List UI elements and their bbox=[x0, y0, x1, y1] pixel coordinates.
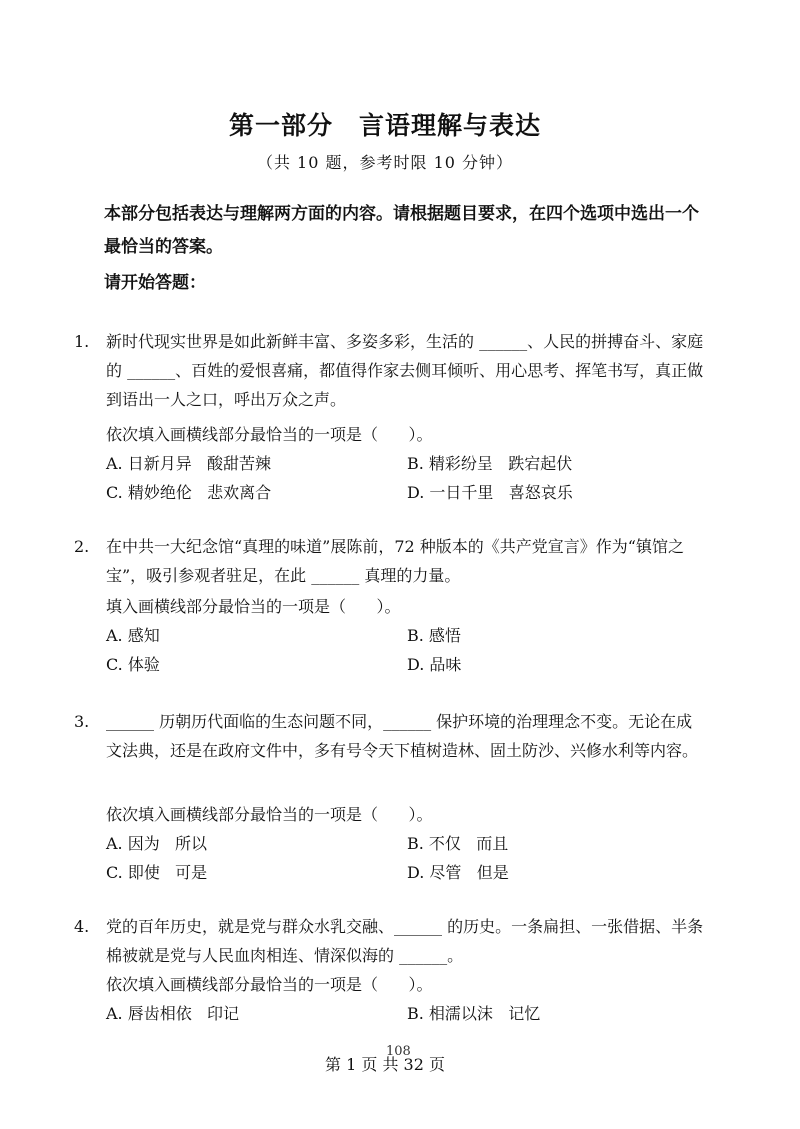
section-name: 言语理解与表达 bbox=[359, 111, 542, 140]
option-b: B. 不仅 而且 bbox=[407, 834, 509, 853]
option-b: B. 感悟 bbox=[407, 626, 461, 645]
question-prompt: 依次填入画横线部分最恰当的一项是（ ）。 bbox=[106, 425, 433, 444]
option-a: A. 日新月异 酸甜苦辣 bbox=[106, 454, 271, 473]
section-title bbox=[0, 106, 770, 142]
option-c: C. 即使 可是 bbox=[106, 863, 208, 882]
option-d: D. 品味 bbox=[407, 655, 462, 674]
overlay-number: 108 bbox=[386, 1044, 411, 1059]
option-c: C. 精妙绝伦 悲欢离合 bbox=[106, 483, 272, 502]
question-number: 1. bbox=[74, 332, 90, 351]
question-number: 4. bbox=[74, 917, 90, 936]
question-prompt: 依次填入画横线部分最恰当的一项是（ ）。 bbox=[106, 805, 433, 824]
question-number: 3. bbox=[74, 712, 90, 731]
question-stem: ______ 历朝历代面临的生态问题不同，______ 保护环境的治理理念不变。无论在成文法典，还是在政府文件中，多有号令天下植树造林、固土防沙、兴修水利等内容。 bbox=[106, 712, 699, 760]
option-b: B. 精彩纷呈 跌宕起伏 bbox=[407, 454, 573, 473]
option-d: D. 一日千里 喜怒哀乐 bbox=[407, 483, 573, 502]
option-a: A. 唇齿相依 印记 bbox=[106, 1004, 239, 1023]
start-prompt: 请开始答题： bbox=[104, 273, 206, 293]
question-stem: 党的百年历史，就是党与群众水乳交融、______ 的历史。一条扁担、一张借据、半条棉被就是党与人民血肉相连、情深似海的 ______。 bbox=[106, 917, 704, 965]
page-number: 第 1 页 共 32 页 bbox=[325, 1055, 445, 1074]
option-c: C. 体验 bbox=[106, 655, 160, 674]
instructions: 本部分包括表达与理解两方面的内容。请根据题目要求，在四个选项中选出一个最恰当的答案。 bbox=[104, 204, 699, 257]
question-number: 2. bbox=[74, 537, 90, 556]
section-subtitle: （共 10 题，参考时限 10 分钟） bbox=[256, 153, 514, 172]
question-stem: 在中共一大纪念馆“真理的味道”展陈前，72 种版本的《共产党宣言》作为“镇馆之宝”，吸引参观者驻足，在此 ______ 真理的力量。 bbox=[106, 537, 684, 585]
option-b: B. 相濡以沫 记忆 bbox=[407, 1004, 541, 1023]
option-a: A. 感知 bbox=[106, 626, 160, 645]
option-a: A. 因为 所以 bbox=[106, 834, 207, 853]
question-stem: 新时代现实世界是如此新鲜丰富、多姿多彩，生活的 ______、人民的拼搏奋斗、家庭的 ______、百姓的爱恨喜痛，都值得作家去侧耳倾听、用心思考、挥笔书写，真正做到语出一人之口，呼出万众之声。 bbox=[106, 332, 704, 409]
page-footer bbox=[0, 1044, 770, 1075]
section-part: 第一部分 bbox=[228, 111, 333, 140]
question-prompt: 依次填入画横线部分最恰当的一项是（ ）。 bbox=[106, 975, 433, 994]
option-d: D. 尽管 但是 bbox=[407, 863, 509, 882]
question-prompt: 填入画横线部分最恰当的一项是（ ）。 bbox=[106, 597, 401, 616]
